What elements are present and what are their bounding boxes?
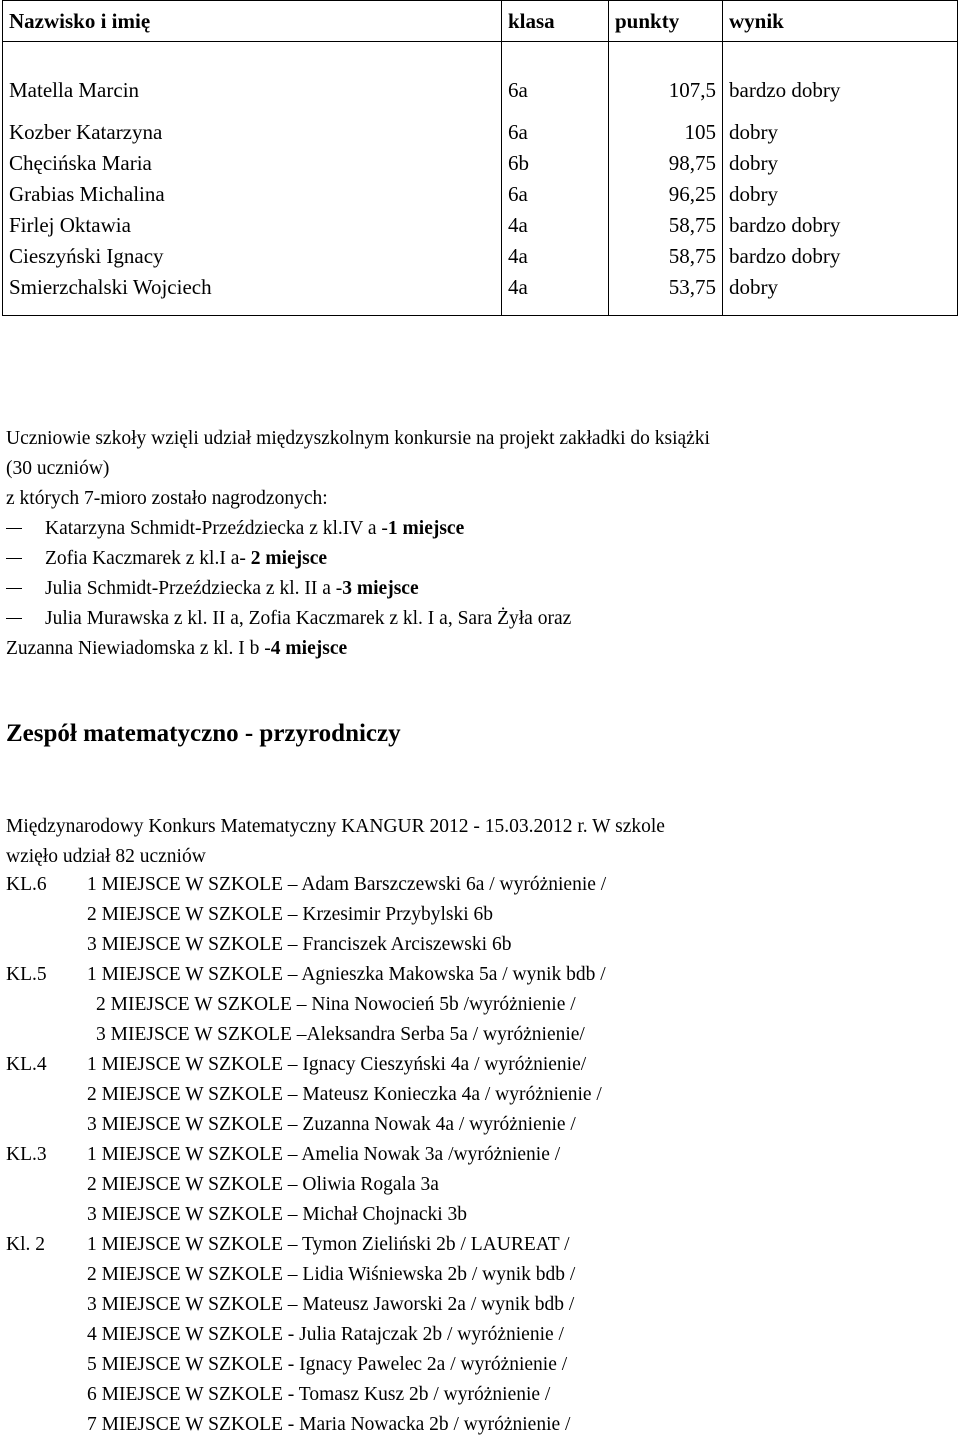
result-text: 7 MIEJSCE W SZKOLE - Maria Nowacka 2b / wyróżnienie / — [87, 1414, 571, 1435]
name-column — [3, 42, 502, 316]
student-result: dobry — [729, 275, 778, 299]
award-text: Zofia Kaczmarek z kl.I a- — [45, 548, 251, 569]
result-text: 3 MIEJSCE W SZKOLE – Zuzanna Nowak 4a / wyróżnienie / — [87, 1114, 576, 1135]
header-name: Nazwisko i imię — [3, 1, 502, 42]
result-text: 3 MIEJSCE W SZKOLE – Mateusz Jaworski 2a / wynik bdb / — [87, 1294, 575, 1315]
student-points: 96,25 — [668, 182, 716, 206]
result-text: 1 MIEJSCE W SZKOLE – Agnieszka Makowska 5a / wynik bdb / — [87, 964, 606, 985]
student-points: 53,75 — [668, 275, 716, 299]
header-class: klasa — [502, 1, 609, 42]
result-text: 1 MIEJSCE W SZKOLE – Tymon Zieliński 2b / LAUREAT / — [87, 1234, 570, 1255]
dash-bullet — [6, 528, 22, 529]
student-class: 6b — [508, 151, 529, 175]
award-item — [6, 544, 710, 574]
award-place: 3 miejsce — [342, 578, 419, 599]
student-name: Matella Marcin — [9, 78, 140, 102]
award-item — [6, 514, 710, 544]
student-result: bardzo dobry — [729, 78, 841, 102]
award-text: Julia Schmidt-Przeździecka z kl. II a - — [45, 578, 343, 599]
student-result: dobry — [729, 182, 778, 206]
student-class: 4a — [508, 244, 528, 268]
student-result: dobry — [729, 151, 778, 175]
student-name: Cieszyński Ignacy — [9, 244, 164, 268]
student-name: Firlej Oktawia — [9, 213, 131, 237]
result-column — [723, 42, 958, 316]
class-column — [502, 42, 609, 316]
student-points: 98,75 — [668, 151, 716, 175]
result-text: 3 MIEJSCE W SZKOLE – Franciszek Arciszewski 6b — [87, 934, 512, 955]
student-name: Grabias Michalina — [9, 182, 165, 206]
result-text: 1 MIEJSCE W SZKOLE – Adam Barszczewski 6a / wyróżnienie / — [87, 874, 607, 895]
student-class: 4a — [508, 275, 528, 299]
contest-intro-awarded: z których 7-mioro zostało nagrodzonych: — [6, 488, 328, 509]
student-points: 105 — [684, 120, 716, 144]
result-text: 2 MIEJSCE W SZKOLE – Nina Nowocień 5b /wyróżnienie / — [96, 994, 576, 1015]
results-table — [2, 0, 958, 316]
student-name: Chęcińska Maria — [9, 151, 152, 175]
contest-intro-line: Uczniowie szkoły wzięli udział międzyszkolnym konkursie na projekt zakładki do książki — [6, 428, 710, 449]
kangur-intro-line: Międzynarodowy Konkurs Matematyczny KANGUR 2012 - 15.03.2012 r. W szkole — [6, 816, 665, 837]
result-text: 4 MIEJSCE W SZKOLE - Julia Ratajczak 2b / wyróżnienie / — [87, 1324, 564, 1345]
student-class: 6a — [508, 182, 528, 206]
result-text: 6 MIEJSCE W SZKOLE - Tomasz Kusz 2b / wyróżnienie / — [87, 1384, 551, 1405]
dash-bullet — [6, 588, 22, 589]
class-label: Kl. 2 — [6, 1234, 45, 1255]
result-text: 2 MIEJSCE W SZKOLE – Oliwia Rogala 3a — [87, 1174, 439, 1195]
student-class: 6a — [508, 78, 528, 102]
kangur-participants: wzięło udział 82 uczniów — [6, 846, 206, 867]
award-item — [6, 574, 710, 604]
award-place: 1 miejsce — [387, 518, 465, 539]
student-class: 6a — [508, 120, 528, 144]
table-header-row — [3, 1, 958, 42]
student-result: bardzo dobry — [729, 213, 841, 237]
award-text: Zuzanna Niewiadomska z kl. I b - — [6, 638, 271, 659]
student-result: bardzo dobry — [729, 244, 841, 268]
student-name: Smierzchalski Wojciech — [9, 275, 212, 299]
dash-bullet — [6, 558, 22, 559]
section-heading: Zespół matematyczno - przyrodniczy — [6, 720, 401, 747]
award-place: 4 miejsce — [270, 638, 348, 659]
kangur-intro — [6, 812, 665, 872]
result-text: 3 MIEJSCE W SZKOLE – Michał Chojnacki 3b — [87, 1204, 468, 1225]
award-place: 2 miejsce — [250, 548, 328, 569]
student-points: 58,75 — [668, 244, 716, 268]
result-text: 2 MIEJSCE W SZKOLE – Krzesimir Przybylski 6b — [87, 904, 494, 925]
class-label: KL.4 — [6, 1054, 47, 1075]
student-name: Kozber Katarzyna — [9, 120, 163, 144]
student-class: 4a — [508, 213, 528, 237]
table-body-row — [3, 42, 958, 316]
result-text: 3 MIEJSCE W SZKOLE –Aleksandra Serba 5a / wyróżnienie/ — [96, 1024, 585, 1045]
result-text: 1 MIEJSCE W SZKOLE – Ignacy Cieszyński 4a / wyróżnienie/ — [87, 1054, 587, 1075]
bookmark-contest-section — [6, 424, 710, 664]
header-result: wynik — [723, 1, 958, 42]
points-column — [609, 42, 723, 316]
award-text: Julia Murawska z kl. II a, Zofia Kaczmarek z kl. I a, Sara Żyła oraz — [45, 608, 572, 629]
class-label: KL.3 — [6, 1144, 47, 1165]
class-label: KL.6 — [6, 874, 47, 895]
student-points: 58,75 — [668, 213, 716, 237]
contest-intro-count: (30 uczniów) — [6, 458, 110, 479]
award-item-continued — [6, 634, 710, 664]
result-text: 5 MIEJSCE W SZKOLE - Ignacy Pawelec 2a / wyróżnienie / — [87, 1354, 568, 1375]
award-text: Katarzyna Schmidt-Przeździecka z kl.IV a - — [45, 518, 388, 539]
header-points: punkty — [609, 1, 723, 42]
award-item — [6, 604, 710, 634]
class-label: KL.5 — [6, 964, 47, 985]
result-text: 1 MIEJSCE W SZKOLE – Amelia Nowak 3a /wyróżnienie / — [87, 1144, 561, 1165]
student-result: dobry — [729, 120, 778, 144]
student-points: 107,5 — [668, 78, 716, 102]
dash-bullet — [6, 618, 22, 619]
result-text: 2 MIEJSCE W SZKOLE – Lidia Wiśniewska 2b / wynik bdb / — [87, 1264, 576, 1285]
result-text: 2 MIEJSCE W SZKOLE – Mateusz Konieczka 4a / wyróżnienie / — [87, 1084, 602, 1105]
